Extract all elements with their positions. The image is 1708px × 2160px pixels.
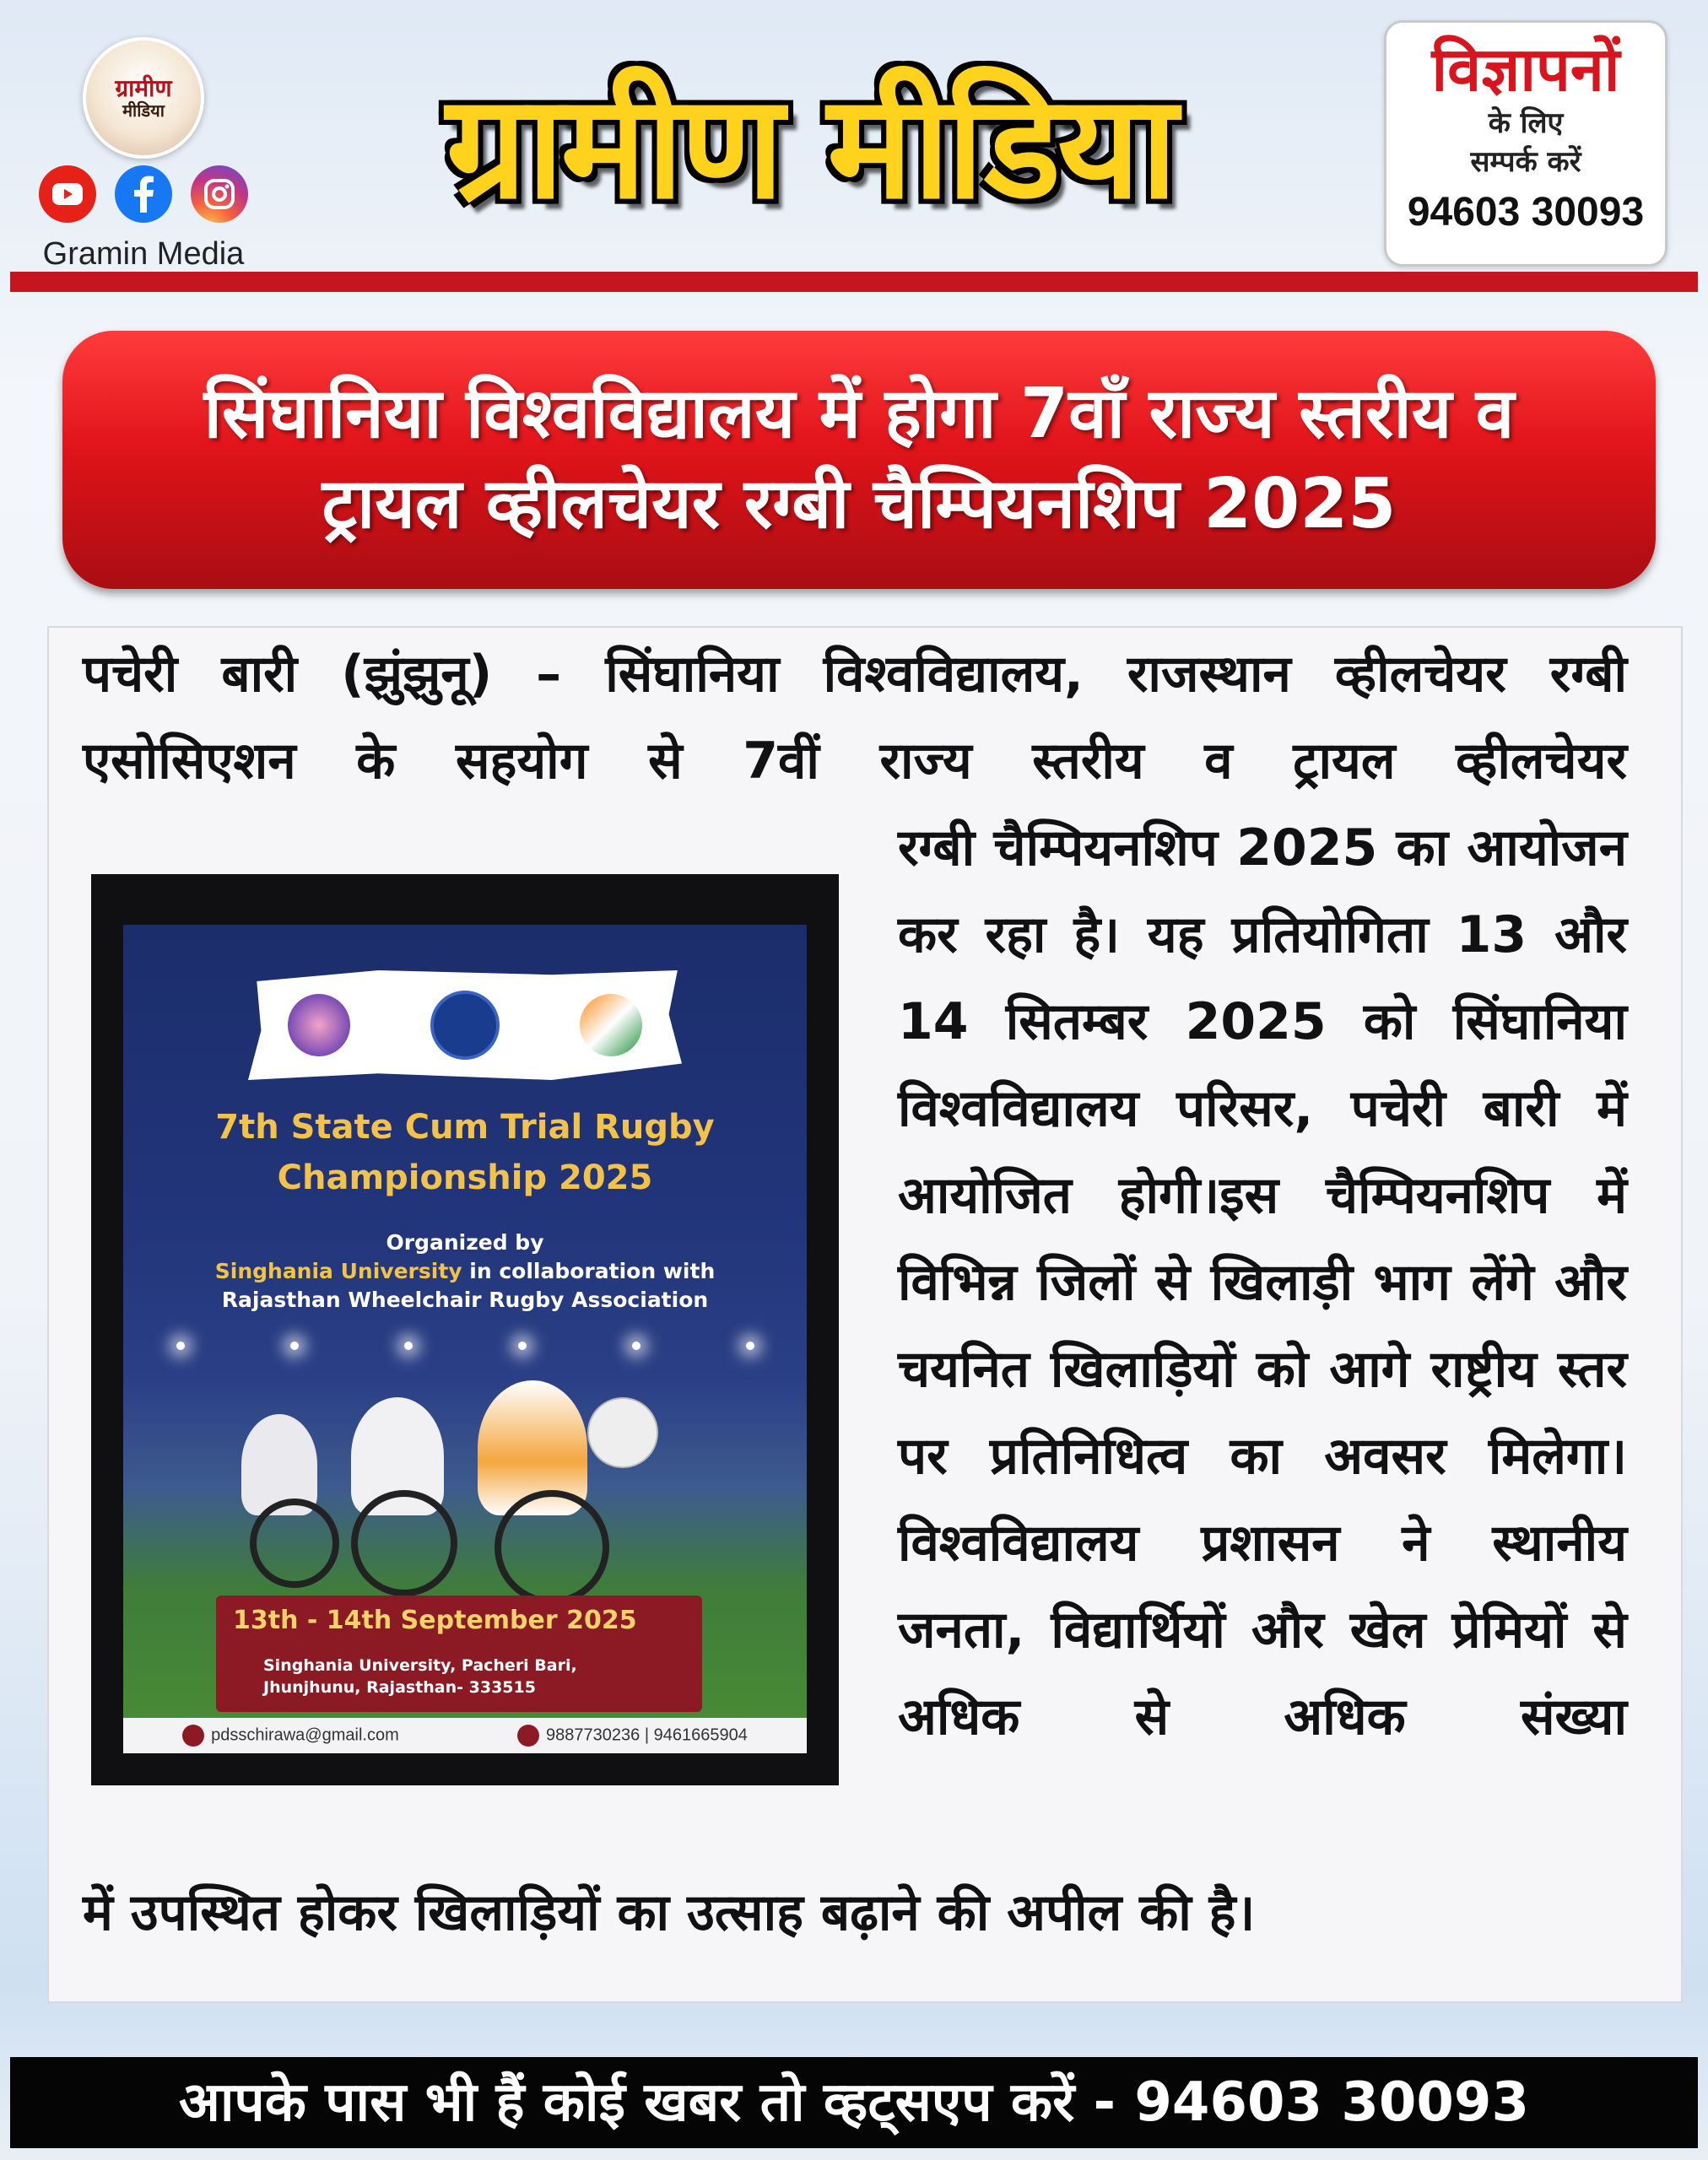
advertising-contact-box: [1384, 20, 1667, 267]
social-links: [34, 165, 253, 223]
poster-contact-bar: [123, 1718, 807, 1753]
logo-text-line1: ग्रामीण: [115, 73, 172, 102]
article-paragraph-bottom: में उपस्थित होकर खिलाड़ियों का उत्साह बढ़ाने की अपील की है।: [83, 1883, 1256, 1942]
headline-line-1: सिंघानिया विश्वविद्यालय में होगा 7वाँ राज्य स्तरीय व: [203, 374, 1515, 455]
facebook-icon[interactable]: [115, 165, 172, 223]
poster-org-line1: Organized by: [386, 1230, 544, 1255]
article-paragraph-top: पचेरी बारी (झुंझुनू) – सिंघानिया विश्वविद्यालय, राजस्थान व्हीलचेयर रग्बी एसोसिएशन के सहयोग से 7वीं राज्य स्तरीय व ट्रायल व्हीलचेयर: [83, 645, 1627, 791]
poster-phones: 9887730236 | 9461665904: [546, 1725, 748, 1745]
headline-banner: [62, 331, 1656, 589]
singhania-university-logo: [288, 994, 350, 1056]
paralympic-india-logo: [580, 994, 642, 1056]
rugby-ball: [587, 1397, 658, 1468]
stadium-lights: [123, 1321, 807, 1372]
brand-logo[interactable]: [83, 37, 204, 159]
article-paragraph-side: रग्बी चैम्पियनशिप 2025 का आयोजन कर रहा है। यह प्रतियोगिता 13 और 14 सितम्बर 2025 को सिंघानिया विश्वविद्यालय परिसर, पचेरी बारी में आयोजित होगी।इस चैम्पियनशिप में विभिन्न जिलों से खिलाड़ी भाग लेंगे और चयनित खिलाड़ियों को आगे राष्ट्रीय स्तर पर प्रतिनिधित्व का अवसर मिलेगा। विश्वविद्यालय प्रशासन ने स्थानीय जनता, विद्यार्थियों और खेल प्रेमियों से अधिक से अधिक संख्या: [898, 818, 1627, 1747]
poster-org-line3: Rajasthan Wheelchair Rugby Association: [221, 1288, 709, 1312]
poster-location-line1: Singhania University, Pacheri Bari,: [263, 1656, 577, 1675]
poster-title: [123, 1102, 807, 1203]
masthead-title: ग्रामीण मीडिया: [446, 64, 1175, 231]
instagram-icon[interactable]: [191, 165, 248, 223]
poster-title-line2: Championship 2025: [277, 1158, 653, 1197]
poster-org-collab: in collaboration with: [462, 1259, 716, 1283]
poster-org-university: Singhania University: [214, 1259, 462, 1283]
ad-subtitle-1: के लिए: [1488, 105, 1564, 140]
phone-icon: [517, 1725, 539, 1747]
poster-title-line1: 7th State Cum Trial Rugby: [215, 1108, 715, 1147]
logo-text-line2: मीडिया: [122, 100, 165, 122]
poster-phone-row: [517, 1725, 748, 1747]
poster-event-details: [216, 1596, 702, 1712]
wheelchair-rugby-federation-logo: [430, 991, 500, 1060]
ad-title: विज्ञापनों: [1431, 34, 1620, 105]
header-divider: [10, 272, 1698, 292]
poster-location: [263, 1655, 577, 1698]
poster-logo-strip: [248, 970, 682, 1080]
footer-whatsapp-banner: आपके पास भी हैं कोई खबर तो व्हट्सएप करें - 94603 30093: [10, 2057, 1698, 2148]
brand-name-english: Gramin Media: [42, 236, 245, 272]
wheelchair-rugby-players-illustration: [224, 1380, 697, 1600]
poster-email-row: [182, 1725, 399, 1747]
ad-phone-number[interactable]: 94603 30093: [1407, 189, 1645, 235]
headline-line-2: ट्रायल व्हीलचेयर रग्बी चैम्पियनशिप 2025: [322, 464, 1397, 544]
poster-email: pdsschirawa@gmail.com: [211, 1725, 399, 1745]
email-icon: [182, 1725, 204, 1747]
event-poster: [91, 874, 839, 1785]
header: [0, 0, 1708, 278]
poster-date: 13th - 14th September 2025: [233, 1606, 637, 1635]
poster-organizer: [123, 1228, 807, 1315]
ad-subtitle-2: सम्पर्क करें: [1470, 144, 1581, 179]
poster-artwork: [123, 925, 807, 1753]
youtube-icon[interactable]: [39, 165, 96, 223]
poster-location-line2: Jhunjhunu, Rajasthan- 333515: [263, 1678, 536, 1697]
